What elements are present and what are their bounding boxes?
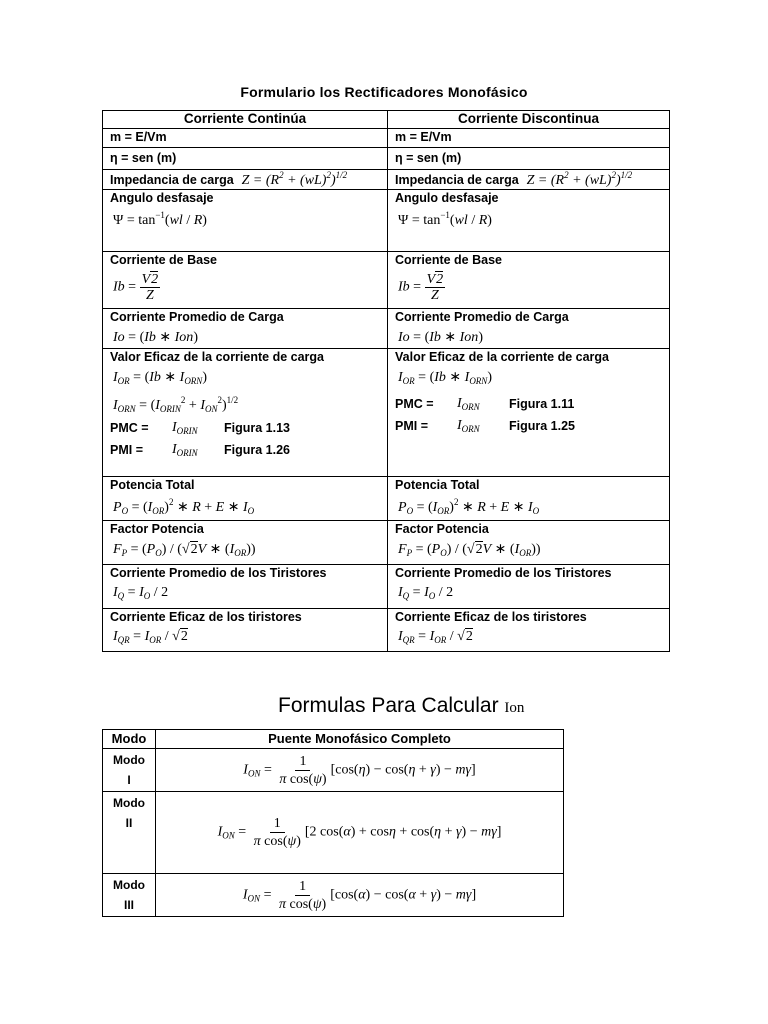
power-formula: $P_O = (I_{OR})^2$ ∗ R + E ∗ $I_O$ [398,497,540,516]
base-current-label: Corriente de Base [395,253,502,267]
mode-label: Modo [113,878,145,892]
header-mode: Modo [103,730,156,749]
mode-2-cell [103,792,156,874]
mode-3-cell [103,874,156,917]
pmi-value: $I_{ORN}$ [457,418,480,434]
pf-formula: $F_P = (P_O) / (√2V$ ∗ $(I_{OR})$) [113,542,256,558]
base-current-formula: Ib = $\frac{V2}{Z}$ [113,272,159,303]
impedance-formula: $Z = (R^2 + (wL)^2)^{1/2}$ [238,170,348,188]
base-current-formula: Ib = $\frac{V2}{Z}$ [398,272,444,303]
rms-current-label: Valor Eficaz de la corriente de carga [395,350,609,364]
header-discontinuous: Corriente Discontinua [388,111,670,129]
m-formula: m = E/Vm [395,130,452,144]
impedance-formula: $Z = (R^2 + (wL)^2)^{1/2}$ [523,170,633,188]
mode-number: II [125,816,133,830]
iorn-formula: $I_{ORN} = (I_{ORIN}^2 + I_{ON}^2)^{1/2}$ [113,395,239,414]
rms-current-label: Valor Eficaz de la corriente de carga [110,350,324,364]
thy-avg-formula: $I_Q = I_O / 2$ [398,585,454,601]
pmi-value: $I_{ORIN}$ [172,442,198,458]
section-title-text: Formulas Para Calcular [278,694,499,717]
pmc-figure: Figura 1.11 [509,397,575,411]
angle-formula: $\Psi = \tan^{-1}(wl / R)$ [398,210,492,228]
thy-avg-label: Corriente Promedio de los Tiristores [110,566,327,580]
thy-rms-formula: $I_{QR} = I_{OR} / √2$ [113,629,188,645]
mode-3-formula: $I_{ON}$ = $\frac{1}{\text{π cos(ψ)}}$ [cos(α) − cos(α + γ) − mγ] [156,874,564,917]
pf-label: Factor Potencia [395,522,489,536]
thy-rms-label: Corriente Eficaz de los tiristores [395,610,587,624]
section-title-suffix: Ion [504,700,525,716]
avg-current-label: Corriente Promedio de Carga [395,310,569,324]
power-label: Potencia Total [395,478,480,492]
angle-formula: $\Psi = \tan^{-1}(wl / R)$ [113,210,207,228]
impedance-label: Impedancia de carga [395,173,519,187]
mode-1-cell [103,749,156,792]
thy-rms-formula: $I_{QR} = I_{OR} / √2$ [398,629,473,645]
avg-current-formula: Io = (Ib ∗ Ion) [398,330,483,345]
pf-formula: $F_P = (P_O) / (√2V$ ∗ $(I_{OR})$) [398,542,541,558]
mode-2-formula: $I_{ON}$ = $\frac{1}{\text{π cos(ψ)}}$ [2 cos(α) + cosη + cos(η + γ) − mγ] [156,792,564,874]
pmc-value: $I_{ORN}$ [457,396,480,412]
thy-rms-label: Corriente Eficaz de los tiristores [110,610,302,624]
thy-avg-label: Corriente Promedio de los Tiristores [395,566,612,580]
pmc-label: PMC = [395,397,434,411]
eta-formula: η = sen (m) [395,151,462,165]
mode-label: Modo [113,796,145,810]
mode-1-formula: $I_{ON}$ = $\frac{1}{\text{π cos(ψ)}}$ [cos(η) − cos(η + γ) − mγ] [156,749,564,792]
mode-label: Modo [113,753,145,767]
eta-formula: η = sen (m) [110,151,177,165]
header-bridge: Puente Monofásico Completo [156,730,564,749]
ior-formula: $I_{OR} = (Ib$ ∗ $I_{ORN}$) [113,370,207,386]
avg-current-formula: Io = (Ib ∗ Ion) [113,330,198,345]
pmi-figure: Figura 1.25 [509,419,575,433]
thy-avg-formula: $I_Q = I_O / 2$ [113,585,169,601]
section-title [278,694,524,718]
angle-label: Angulo desfasaje [395,191,499,205]
pmc-figure: Figura 1.13 [224,421,290,435]
avg-current-label: Corriente Promedio de Carga [110,310,284,324]
document-title: Formulario los Rectificadores Monofásico [240,84,528,100]
ion-formula-table [102,729,564,917]
m-formula: m = E/Vm [110,130,167,144]
power-formula: $P_O = (I_{OR})^2$ ∗ R + E ∗ $I_O$ [113,497,255,516]
pf-label: Factor Potencia [110,522,204,536]
rectifier-formula-table [102,110,670,652]
power-label: Potencia Total [110,478,195,492]
pmi-label: PMI = [110,443,143,457]
header-continuous: Corriente Continúa [103,111,388,129]
pmi-label: PMI = [395,419,428,433]
mode-number: III [123,898,134,912]
mode-number: I [127,773,131,787]
base-current-label: Corriente de Base [110,253,217,267]
pmi-figure: Figura 1.26 [224,443,290,457]
pmc-label: PMC = [110,421,149,435]
ior-formula: $I_{OR} = (Ib$ ∗ $I_{ORN}$) [398,370,492,386]
impedance-label: Impedancia de carga [110,173,234,187]
angle-label: Angulo desfasaje [110,191,214,205]
pmc-value: $I_{ORIN}$ [172,420,198,436]
